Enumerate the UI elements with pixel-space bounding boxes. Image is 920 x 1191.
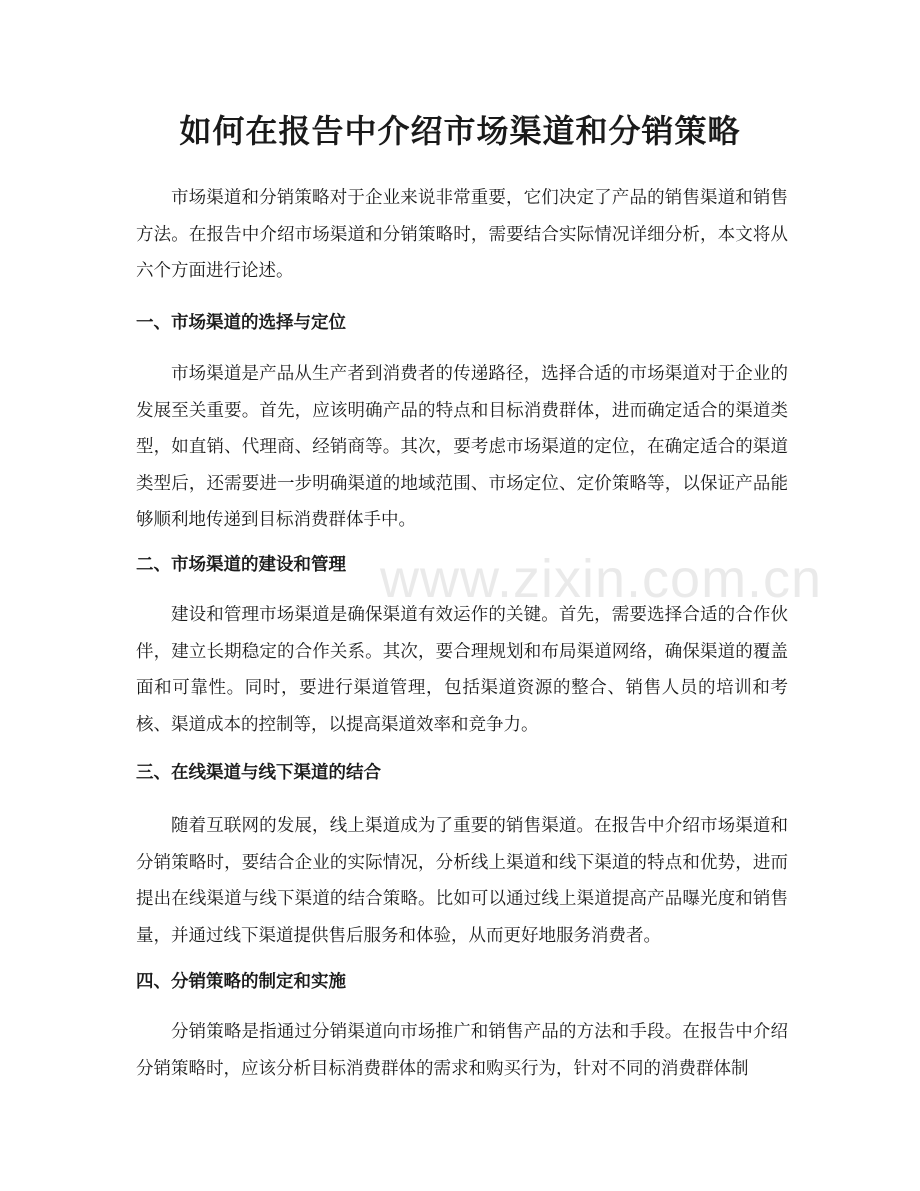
section-2-body: 建设和管理市场渠道是确保渠道有效运作的关键。首先，需要选择合适的合作伙伴，建立长期稳定的合作关系。其次，要合理规划和布局渠道网络，确保渠道的覆盖面和可靠性。同时，要进行渠道管理，包括渠道资源的整合、销售人员的培训和考核、渠道成本的控制等，以提高渠道效率和竞争力。: [136, 605, 788, 735]
section-4-body: 分销策略是指通过分销渠道向市场推广和销售产品的方法和手段。在报告中介绍分销策略时，应该分析目标消费群体的需求和购买行为，针对不同的消费群体制: [136, 1022, 788, 1079]
section-1-heading: 一、市场渠道的选择与定位: [136, 313, 346, 333]
section-3-heading: 三、在线渠道与线下渠道的结合: [136, 763, 381, 783]
section-2-heading: 二、市场渠道的建设和管理: [136, 555, 346, 575]
intro-paragraph: 市场渠道和分销策略对于企业来说非常重要，它们决定了产品的销售渠道和销售方法。在报告中介绍市场渠道和分销策略时，需要结合实际情况详细分析，本文将从六个方面进行论述。: [136, 188, 788, 281]
section-3-body: 随着互联网的发展，线上渠道成为了重要的销售渠道。在报告中介绍市场渠道和分销策略时，要结合企业的实际情况，分析线上渠道和线下渠道的特点和优势，进而提出在线渠道与线下渠道的结合策略。比如可以通过线上渠道提高产品曝光度和销售量，并通过线下渠道提供售后服务和体验，从而更好地服务消费者。: [136, 816, 788, 946]
document-title: 如何在报告中介绍市场渠道和分销策略: [179, 112, 741, 150]
watermark: www.zixin.com.cn: [380, 549, 823, 609]
section-1-body: 市场渠道是产品从生产者到消费者的传递路径，选择合适的市场渠道对于企业的发展至关重要。首先，应该明确产品的特点和目标消费群体，进而确定适合的渠道类型，如直销、代理商、经销商等。其次，要考虑市场渠道的定位，在确定适合的渠道类型后，还需要进一步明确渠道的地域范围、市场定位、定价策略等，以保证产品能够顺利地传递到目标消费群体手中。: [136, 364, 788, 530]
section-4-heading: 四、分销策略的制定和实施: [136, 972, 346, 992]
